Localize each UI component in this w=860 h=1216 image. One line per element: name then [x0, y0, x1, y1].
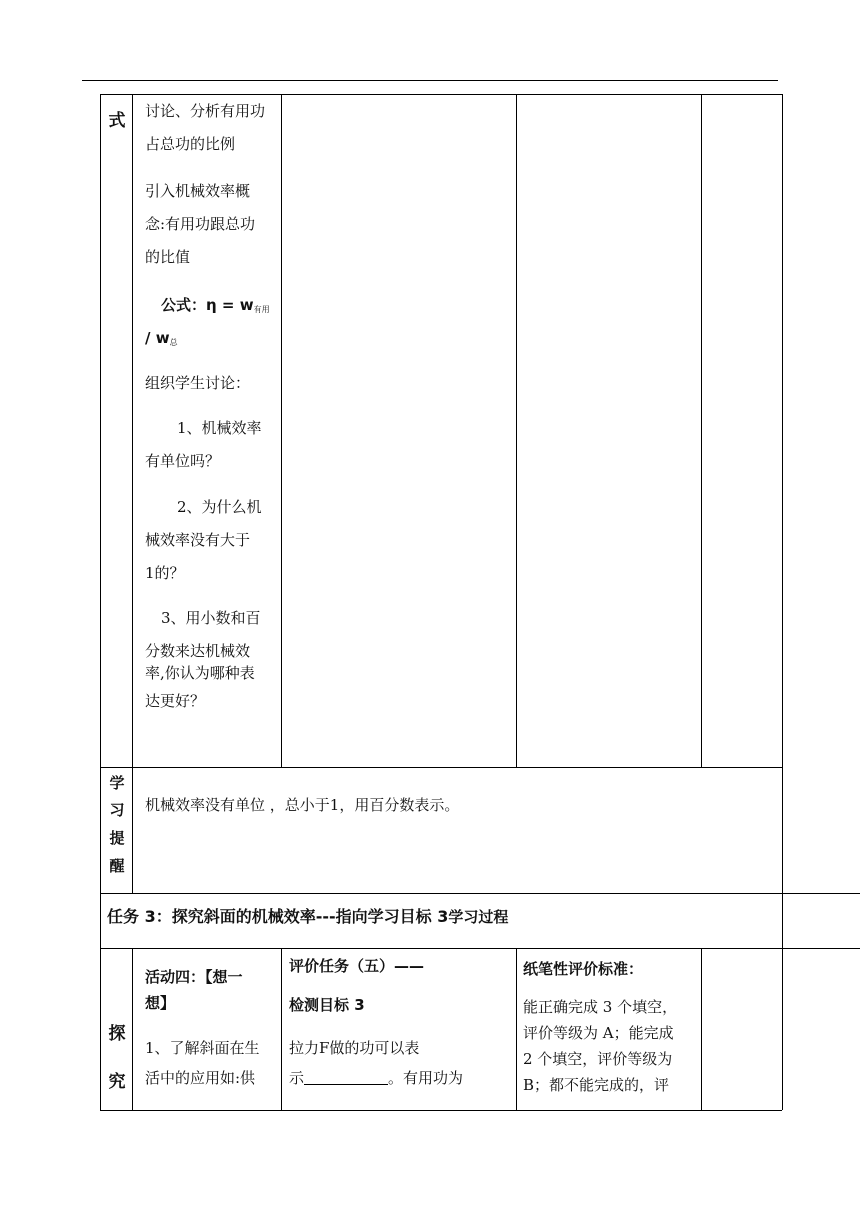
- standard-line: 能正确完成 3 个填空，: [523, 998, 678, 1016]
- text-line: 占总功的比例: [145, 135, 236, 153]
- table-border-left: [100, 94, 101, 1110]
- standard-line: 评价等级为 A；能完成: [523, 1024, 674, 1042]
- formula-line-2: [145, 327, 178, 354]
- text-line: 念:有用功跟总功: [145, 215, 256, 233]
- reminder-text: 机械效率没有单位 ，总小于1，用百分数表示。: [145, 796, 460, 814]
- question-1: 1、机械效率: [177, 419, 262, 437]
- fill-blank: [304, 1070, 388, 1085]
- side-char: 提: [109, 829, 125, 847]
- col-divider-3b: [516, 948, 517, 1110]
- side-char: 醒: [109, 857, 125, 875]
- question-2: 械效率没有大于: [145, 531, 251, 549]
- text-line: 讨论、分析有用功: [145, 102, 266, 120]
- side-char: 究: [108, 1072, 126, 1092]
- table-border-right: [782, 94, 783, 1110]
- question-2: 2、为什么机: [177, 498, 262, 516]
- side-char: 探: [108, 1024, 126, 1044]
- side-char: 学: [109, 774, 125, 792]
- formula-eta: η = w: [206, 296, 254, 314]
- activity-line: 活中的应用如:供: [145, 1069, 256, 1087]
- col-divider-4b: [701, 948, 702, 1110]
- table-top-border: [100, 94, 782, 95]
- table-bottom-border: [100, 1110, 782, 1111]
- row-divider-1: [100, 767, 782, 768]
- col-divider-2: [281, 94, 282, 767]
- standard-title: 纸笔性评价标准：: [523, 960, 644, 978]
- discuss-line: 组织学生讨论：: [145, 374, 251, 392]
- header-rule: [82, 80, 778, 81]
- col-divider-3: [516, 94, 517, 767]
- activity-title: 想】: [145, 994, 176, 1012]
- formula-label: 公式：: [161, 296, 207, 314]
- row-divider-3: [100, 948, 860, 949]
- formula-sub-total: 总: [169, 338, 178, 347]
- question-3: 达更好？: [145, 692, 206, 710]
- col-divider-1: [132, 94, 133, 894]
- side-char: 习: [109, 801, 125, 819]
- activity-line: 1、了解斜面在生: [145, 1039, 260, 1057]
- question-1: 有单位吗？: [145, 452, 221, 470]
- task3-title: 任务 3：探究斜面的机械效率---指向学习目标 3: [107, 907, 449, 926]
- formula-sub-useful: 有用: [253, 305, 270, 314]
- question-3: 分数来达机械效: [145, 642, 251, 660]
- col-divider-1b: [132, 948, 133, 1110]
- side-label-shi: 式: [108, 111, 126, 131]
- col-divider-4: [701, 94, 702, 767]
- question-2: 1的？: [145, 564, 185, 582]
- eval-line-end: 。有用功为: [388, 1069, 464, 1087]
- standard-line: B；都不能完成的，评: [523, 1076, 670, 1094]
- row-divider-2: [100, 893, 860, 894]
- text-line: 引入机械效率概: [145, 182, 251, 200]
- eval-subtitle: 检测目标 3: [289, 996, 365, 1014]
- formula-line-1: [161, 294, 270, 321]
- question-3: 3、用小数和百: [161, 609, 261, 627]
- question-3: 率,你认为哪种表: [145, 664, 255, 682]
- eval-line: 拉力F做的功可以表: [289, 1039, 420, 1057]
- eval-line-start: 示: [289, 1069, 305, 1087]
- col-divider-2b: [281, 948, 282, 1110]
- eval-line: [289, 1067, 463, 1089]
- formula-slash: / w: [145, 329, 170, 347]
- activity-title: 活动四：【想一: [145, 968, 243, 986]
- task3-suffix: 学习过程: [448, 908, 509, 926]
- task3-heading: [107, 906, 508, 928]
- eval-title: 评价任务（五）——: [289, 957, 425, 975]
- standard-line: 2 个填空，评价等级为: [523, 1050, 673, 1068]
- text-line: 的比值: [145, 248, 191, 266]
